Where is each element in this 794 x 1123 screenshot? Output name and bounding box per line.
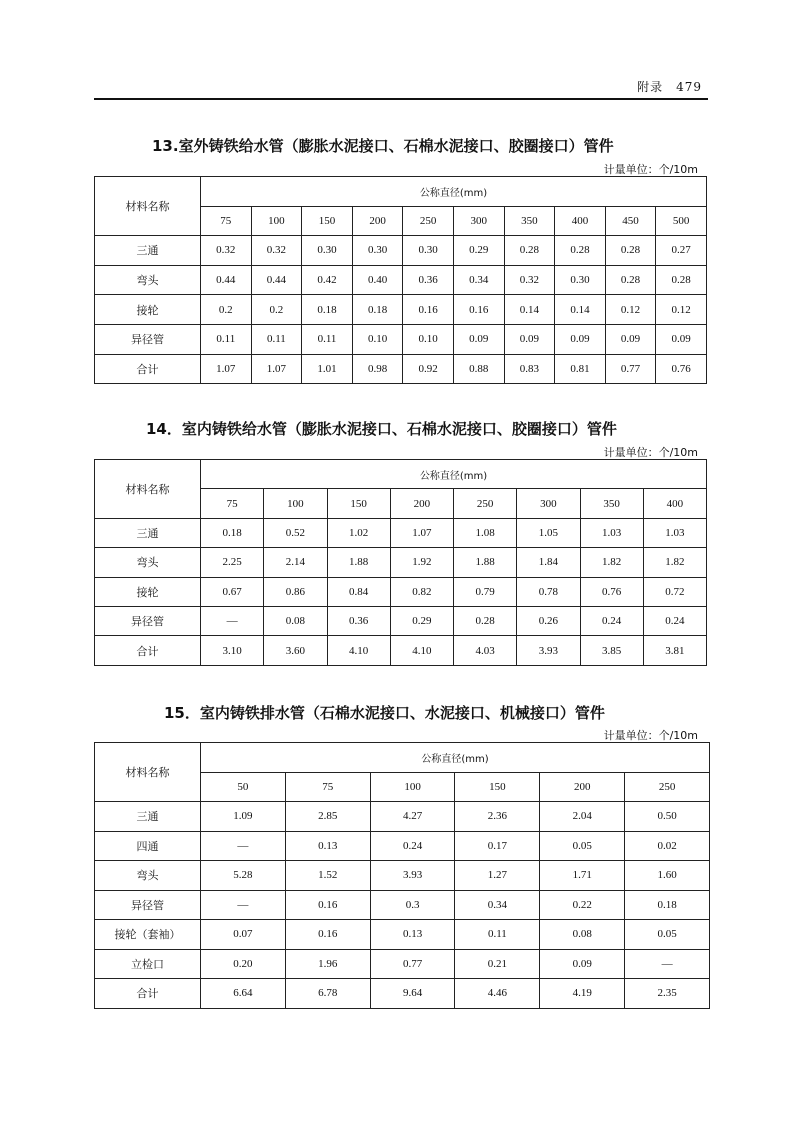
data-cell: 0.29 bbox=[390, 606, 453, 635]
data-cell: 3.85 bbox=[580, 636, 643, 665]
material-header: 材料名称 bbox=[95, 743, 201, 802]
data-cell: 2.35 bbox=[625, 979, 710, 1009]
data-cell: 0.76 bbox=[656, 354, 707, 384]
data-cell: 0.05 bbox=[625, 920, 710, 950]
data-cell: 0.16 bbox=[403, 295, 454, 325]
column-header: 50 bbox=[201, 772, 286, 802]
table-row bbox=[95, 949, 710, 979]
data-cell: 0.13 bbox=[285, 831, 370, 861]
data-cell: 0.16 bbox=[453, 295, 504, 325]
table-row bbox=[95, 890, 710, 920]
data-cell: 2.25 bbox=[201, 548, 264, 577]
column-header: 75 bbox=[201, 489, 264, 518]
data-cell: 0.16 bbox=[285, 920, 370, 950]
data-cell: 1.88 bbox=[454, 548, 517, 577]
data-cell: 0.29 bbox=[453, 236, 504, 266]
column-header: 200 bbox=[352, 206, 403, 236]
data-cell: 1.01 bbox=[302, 354, 353, 384]
data-cell: 0.18 bbox=[302, 295, 353, 325]
table-row bbox=[95, 636, 707, 665]
column-header: 250 bbox=[454, 489, 517, 518]
data-cell: 3.81 bbox=[643, 636, 706, 665]
data-cell: 0.18 bbox=[625, 890, 710, 920]
data-cell: 0.11 bbox=[302, 324, 353, 354]
data-cell: 3.60 bbox=[264, 636, 327, 665]
column-header: 75 bbox=[201, 206, 252, 236]
data-cell: 0.09 bbox=[453, 324, 504, 354]
data-cell: 0.11 bbox=[251, 324, 302, 354]
data-cell: 1.82 bbox=[580, 548, 643, 577]
data-cell: 0.3 bbox=[370, 890, 455, 920]
data-cell: 0.21 bbox=[455, 949, 540, 979]
data-cell: 0.34 bbox=[453, 265, 504, 295]
data-cell: 0.88 bbox=[453, 354, 504, 384]
table-row bbox=[95, 802, 710, 832]
row-label: 三通 bbox=[95, 802, 201, 832]
data-cell: 2.04 bbox=[540, 802, 625, 832]
data-cell: 0.36 bbox=[327, 606, 390, 635]
row-label: 异径管 bbox=[95, 890, 201, 920]
data-cell: 4.19 bbox=[540, 979, 625, 1009]
column-header: 250 bbox=[625, 772, 710, 802]
data-cell: 3.93 bbox=[517, 636, 580, 665]
data-cell: 0.18 bbox=[352, 295, 403, 325]
table-row bbox=[95, 979, 710, 1009]
table-row bbox=[95, 265, 707, 295]
data-cell: 0.10 bbox=[352, 324, 403, 354]
data-cell: 1.71 bbox=[540, 861, 625, 891]
data-cell: 0.30 bbox=[302, 236, 353, 266]
data-cell: 1.88 bbox=[327, 548, 390, 577]
data-cell: 1.02 bbox=[327, 518, 390, 547]
data-cell: 0.14 bbox=[555, 295, 606, 325]
data-cell: 0.86 bbox=[264, 577, 327, 606]
row-label: 三通 bbox=[95, 236, 201, 266]
row-label: 四通 bbox=[95, 831, 201, 861]
data-cell: 0.17 bbox=[455, 831, 540, 861]
table-row bbox=[95, 606, 707, 635]
column-header: 75 bbox=[285, 772, 370, 802]
row-label: 立检口 bbox=[95, 949, 201, 979]
data-cell: 0.08 bbox=[264, 606, 327, 635]
row-label: 合计 bbox=[95, 354, 201, 384]
data-cell: 1.52 bbox=[285, 861, 370, 891]
data-cell: 0.10 bbox=[403, 324, 454, 354]
data-cell: 0.28 bbox=[605, 265, 656, 295]
row-label: 合计 bbox=[95, 636, 201, 665]
data-cell: 0.11 bbox=[455, 920, 540, 950]
data-cell: 0.28 bbox=[555, 236, 606, 266]
header-row bbox=[95, 460, 707, 489]
data-cell: 0.36 bbox=[403, 265, 454, 295]
column-header: 100 bbox=[370, 772, 455, 802]
data-cell: 0.24 bbox=[643, 606, 706, 635]
data-cell: 0.27 bbox=[656, 236, 707, 266]
data-cell: 0.20 bbox=[201, 949, 286, 979]
data-cell: 0.40 bbox=[352, 265, 403, 295]
data-cell: 0.2 bbox=[251, 295, 302, 325]
data-cell: 1.08 bbox=[454, 518, 517, 547]
data-cell: 3.10 bbox=[201, 636, 264, 665]
data-cell: 0.11 bbox=[201, 324, 252, 354]
table-row bbox=[95, 861, 710, 891]
data-cell: — bbox=[201, 606, 264, 635]
data-cell: 1.84 bbox=[517, 548, 580, 577]
data-cell: 0.83 bbox=[504, 354, 555, 384]
data-cell: 4.27 bbox=[370, 802, 455, 832]
data-cell: 2.85 bbox=[285, 802, 370, 832]
row-label: 接轮 bbox=[95, 295, 201, 325]
data-cell: 0.32 bbox=[251, 236, 302, 266]
table-14-unit: 计量单位：个/10m bbox=[603, 446, 698, 459]
data-cell: 1.03 bbox=[643, 518, 706, 547]
data-cell: 0.84 bbox=[327, 577, 390, 606]
row-label: 三通 bbox=[95, 518, 201, 547]
column-header: 500 bbox=[656, 206, 707, 236]
row-label: 弯头 bbox=[95, 861, 201, 891]
data-cell: 0.30 bbox=[555, 265, 606, 295]
data-cell: 0.09 bbox=[656, 324, 707, 354]
table-row bbox=[95, 236, 707, 266]
data-cell: 0.77 bbox=[605, 354, 656, 384]
data-cell: 1.96 bbox=[285, 949, 370, 979]
table-row bbox=[95, 324, 707, 354]
row-label: 合计 bbox=[95, 979, 201, 1009]
data-cell: 0.22 bbox=[540, 890, 625, 920]
diameter-header: 公称直径(mm) bbox=[201, 177, 707, 207]
column-header: 400 bbox=[643, 489, 706, 518]
diameter-header: 公称直径(mm) bbox=[201, 743, 710, 773]
data-cell: 4.03 bbox=[454, 636, 517, 665]
data-cell: 0.24 bbox=[580, 606, 643, 635]
table-row bbox=[95, 577, 707, 606]
row-label: 接轮（套袖） bbox=[95, 920, 201, 950]
table-14 bbox=[94, 459, 707, 666]
data-cell: 0.24 bbox=[370, 831, 455, 861]
column-header: 300 bbox=[517, 489, 580, 518]
data-cell: 4.10 bbox=[390, 636, 453, 665]
column-header: 100 bbox=[251, 206, 302, 236]
column-header: 150 bbox=[455, 772, 540, 802]
header-row bbox=[95, 743, 710, 773]
table-15-unit: 计量单位：个/10m bbox=[603, 729, 698, 742]
data-cell: 0.12 bbox=[656, 295, 707, 325]
data-cell: 4.10 bbox=[327, 636, 390, 665]
table-row bbox=[95, 831, 710, 861]
column-header: 150 bbox=[327, 489, 390, 518]
data-cell: 0.81 bbox=[555, 354, 606, 384]
data-cell: 0.32 bbox=[504, 265, 555, 295]
material-header: 材料名称 bbox=[95, 460, 201, 519]
table-row bbox=[95, 518, 707, 547]
data-cell: 0.79 bbox=[454, 577, 517, 606]
data-cell: 3.93 bbox=[370, 861, 455, 891]
data-cell: 0.26 bbox=[517, 606, 580, 635]
column-header: 200 bbox=[540, 772, 625, 802]
data-cell: 1.07 bbox=[390, 518, 453, 547]
table-row bbox=[95, 295, 707, 325]
data-cell: 0.92 bbox=[403, 354, 454, 384]
row-label: 弯头 bbox=[95, 265, 201, 295]
data-cell: 5.28 bbox=[201, 861, 286, 891]
data-cell: 0.50 bbox=[625, 802, 710, 832]
data-cell: 0.16 bbox=[285, 890, 370, 920]
data-cell: 0.14 bbox=[504, 295, 555, 325]
data-cell: — bbox=[201, 831, 286, 861]
column-header: 250 bbox=[403, 206, 454, 236]
column-header: 300 bbox=[453, 206, 504, 236]
page-number: 附录 479 bbox=[637, 80, 702, 94]
table-15-title: 15．室内铸铁排水管（石棉水泥接口、水泥接口、机械接口）管件 bbox=[164, 704, 605, 722]
table-13-unit: 计量单位：个/10m bbox=[603, 163, 698, 176]
data-cell: 1.60 bbox=[625, 861, 710, 891]
data-cell: 0.82 bbox=[390, 577, 453, 606]
data-cell: 0.28 bbox=[656, 265, 707, 295]
table-row bbox=[95, 354, 707, 384]
data-cell: 1.07 bbox=[201, 354, 252, 384]
data-cell: 0.76 bbox=[580, 577, 643, 606]
page-header bbox=[94, 76, 708, 100]
data-cell: 0.12 bbox=[605, 295, 656, 325]
table-13 bbox=[94, 176, 707, 384]
diameter-header: 公称直径(mm) bbox=[201, 460, 707, 489]
table-15 bbox=[94, 742, 710, 1009]
data-cell: 0.42 bbox=[302, 265, 353, 295]
table-row bbox=[95, 548, 707, 577]
data-cell: 0.02 bbox=[625, 831, 710, 861]
data-cell: 1.92 bbox=[390, 548, 453, 577]
column-header: 450 bbox=[605, 206, 656, 236]
data-cell: 0.09 bbox=[605, 324, 656, 354]
data-cell: 0.09 bbox=[555, 324, 606, 354]
table-13-title: 13.室外铸铁给水管（膨胀水泥接口、石棉水泥接口、胶圈接口）管件 bbox=[152, 137, 614, 155]
data-cell: 9.64 bbox=[370, 979, 455, 1009]
data-cell: 1.03 bbox=[580, 518, 643, 547]
table-row bbox=[95, 920, 710, 950]
data-cell: 0.30 bbox=[403, 236, 454, 266]
data-cell: 0.28 bbox=[454, 606, 517, 635]
column-header: 400 bbox=[555, 206, 606, 236]
data-cell: 0.09 bbox=[504, 324, 555, 354]
data-cell: 0.32 bbox=[201, 236, 252, 266]
data-cell: 4.46 bbox=[455, 979, 540, 1009]
data-cell: 0.09 bbox=[540, 949, 625, 979]
data-cell: 0.28 bbox=[504, 236, 555, 266]
data-cell: 0.52 bbox=[264, 518, 327, 547]
row-label: 异径管 bbox=[95, 606, 201, 635]
table-14-title: 14．室内铸铁给水管（膨胀水泥接口、石棉水泥接口、胶圈接口）管件 bbox=[146, 420, 617, 438]
data-cell: 0.72 bbox=[643, 577, 706, 606]
data-cell: 1.82 bbox=[643, 548, 706, 577]
data-cell: 0.07 bbox=[201, 920, 286, 950]
data-cell: 0.08 bbox=[540, 920, 625, 950]
data-cell: — bbox=[625, 949, 710, 979]
data-cell: 0.44 bbox=[251, 265, 302, 295]
row-label: 异径管 bbox=[95, 324, 201, 354]
data-cell: 1.07 bbox=[251, 354, 302, 384]
data-cell: — bbox=[201, 890, 286, 920]
data-cell: 0.44 bbox=[201, 265, 252, 295]
column-header: 100 bbox=[264, 489, 327, 518]
data-cell: 0.77 bbox=[370, 949, 455, 979]
data-cell: 0.78 bbox=[517, 577, 580, 606]
data-cell: 0.30 bbox=[352, 236, 403, 266]
column-header: 150 bbox=[302, 206, 353, 236]
row-label: 接轮 bbox=[95, 577, 201, 606]
data-cell: 2.36 bbox=[455, 802, 540, 832]
data-cell: 0.18 bbox=[201, 518, 264, 547]
column-header: 350 bbox=[580, 489, 643, 518]
data-cell: 0.05 bbox=[540, 831, 625, 861]
data-cell: 6.78 bbox=[285, 979, 370, 1009]
data-cell: 1.27 bbox=[455, 861, 540, 891]
data-cell: 0.98 bbox=[352, 354, 403, 384]
data-cell: 0.34 bbox=[455, 890, 540, 920]
data-cell: 0.13 bbox=[370, 920, 455, 950]
data-cell: 0.67 bbox=[201, 577, 264, 606]
material-header: 材料名称 bbox=[95, 177, 201, 236]
header-row bbox=[95, 177, 707, 207]
data-cell: 2.14 bbox=[264, 548, 327, 577]
row-label: 弯头 bbox=[95, 548, 201, 577]
data-cell: 6.64 bbox=[201, 979, 286, 1009]
data-cell: 1.09 bbox=[201, 802, 286, 832]
data-cell: 0.2 bbox=[201, 295, 252, 325]
column-header: 200 bbox=[390, 489, 453, 518]
data-cell: 1.05 bbox=[517, 518, 580, 547]
data-cell: 0.28 bbox=[605, 236, 656, 266]
column-header: 350 bbox=[504, 206, 555, 236]
